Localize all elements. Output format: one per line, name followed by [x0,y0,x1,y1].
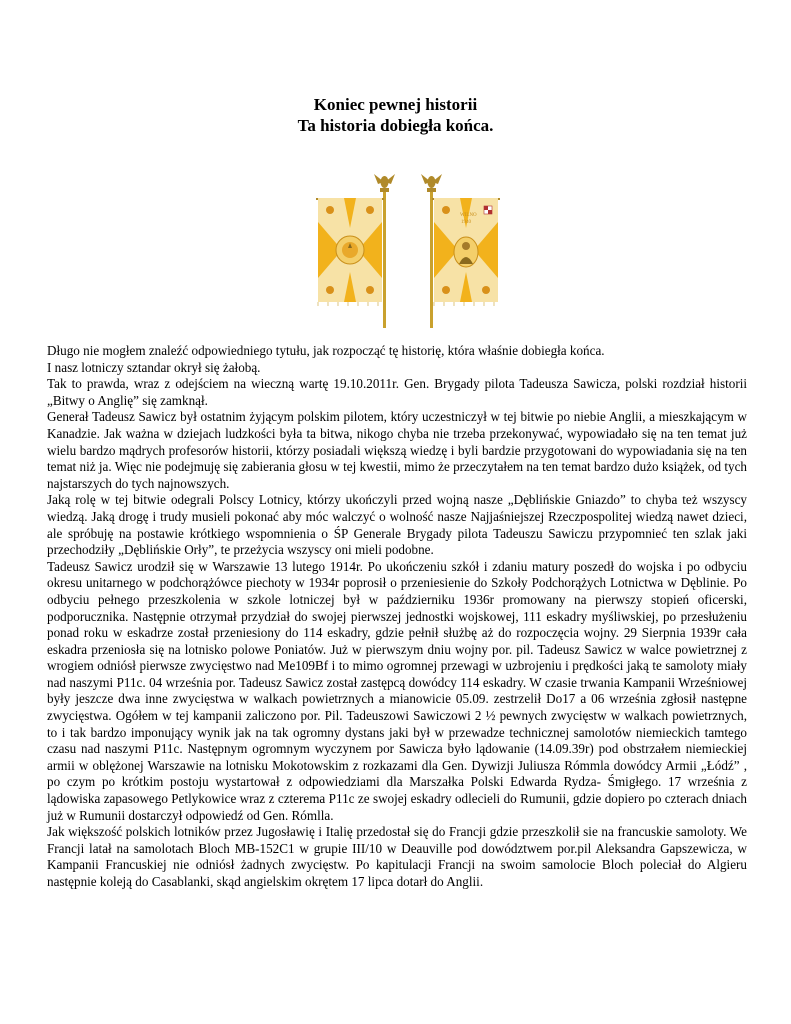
flag-back-text-2: 1940 [461,220,471,225]
flags-illustration [308,170,508,328]
flag-back-text-1: WILNO [460,213,477,218]
title-line-1: Koniec pewnej historii [313,95,478,114]
paragraph: Jaką rolę w tej bitwie odegrali Polscy Lotnicy, którzy ukończyli przed wojną nasze „Dęblińskie Gniazdo” to chyba też wszyscy wiedzą. Jaką drogę i trudy musieli pokonać aby móc walczyć o wolność nasze Najjaśniejszej Rzeczpospolitej wiedzą nawet dzieci, ale spróbuję na postawie krótkiego wspomnienia o ŚP Generale Brygady pilota Tadeuszu Sawiczu przypomnieć ten szlak jaki przechodziły „Dęblińskie Orły”, te przeżycia wszyscy oni mieli podobne. [47,492,747,558]
paragraph: Tak to prawda, wraz z odejściem na wieczną wartę 19.10.2011r. Gen. Brygady pilota Tadeusza Sawicza, polski rozdział historii „Bitwy o Anglię” się zamknął. [47,376,747,408]
banner-image [308,170,508,328]
paragraph: Jak większość polskich lotników przez Jugosławię i Italię przedostał się do Francji gdzie przeszkolił sie na francuskie samoloty. We Francji latał na samolotach Bloch MB-152C1 w grupie III/10 w Deauville pod dowództwem por.pil Aleksandra Gapszewicza, w Kampanii Francuskiej nie odniósł żadnych zwycięstw. Po kapitulacji Francji na swoim samolocie Bloch poleciał do Algieru następnie koleją do Casablanki, skąd angielskim okrętem 17 lipca dotarł do Anglii. [47,824,747,889]
paragraph: Generał Tadeusz Sawicz był ostatnim żyjącym polskim pilotem, który uczestniczył w tej bitwie po niebie Anglii, a mieszkającym w Kanadzie. Jak ważna w dziejach ludzkości była ta bitwa, nikogo chyba nie trzeba przekonywać, wypowiadało się na ten temat już wielu bardzo mądrych profesorów historii, którzy posiadali większą wiedzę i byli bardzie przygotowani do wypowiadania się na ten temat niż ja. Więc nie podejmuję się zabierania głosu w tej kwestii, mimo że przeczytałem na ten temat bardzo dużo książek, od tych najstarszych do tych najnowszych. [47,409,747,491]
flag-front [316,174,395,328]
flag-back [421,174,500,328]
title-line-2: Ta historia dobiegła końca. [297,116,494,135]
article-body [47,343,747,891]
page-title [0,94,791,136]
paragraph: Tadeusz Sawicz urodził się w Warszawie 13 lutego 1914r. Po ukończeniu szkół i zdaniu matury poszedł do wojska i po odbyciu okresu unitarnego w podchorążówce piechoty w 1934r poprosił o przeniesienie do Szkoły Podchorążych Lotnictwa w Dęblinie. Po odbyciu pełnego przeszkolenia w szkole lotniczej był w październiku 1936r promowany na pierwszy stopień oficerski, podporucznika. Następnie otrzymał przydział do swojej pierwszej jednostki wojskowej, 111 eskadry myśliwskiej, po przesłużeniu ponad roku w eskadrze został przeniesiony do 114 eskadry, gdzie pełnił służbę aż do rozpoczęcia wojny. 29 Sierpnia 1939r cała eskadra przeniosła się na lotnisko polowe Poniatów. Już w pierwszym dniu wojny por. pil. Tadeusz Sawicz w walce powietrznej z wrogiem odniósł pierwsze zwycięstwo nad Me109Bf i to mimo ogromnej przewagi w uzbrojeniu i prędkości jaką te samoloty miały nad naszymi P11c. 04 września por. Tadeusz Sawicz został zastępcą dowódcy 114 eskadry. W czasie trwania Kampanii Wrześniowej były jeszcze dwa inne zwycięstwa w walkach powietrznych a mianowicie 05.09. zestrzelił Do17 a 06 września zgłosił następne zwycięstwa. Ogółem w tej kampanii zaliczono por. Pil. Tadeuszowi Sawiczowi 2 ½ pewnych zwycięstw w walkach powietrznych, to i tak bardzo imponujący wynik jak na tak ogromny dystans jaki był w przewadze technicznej samolotów niemieckich tamtego czasu nad naszymi P11c. Następnym ogromnym wyczynem por Sawicza było lądowanie (14.09.39r) pod obstrzałem niemieckiej armii w oblężonej Warszawie na lotnisku Mokotowskim z rozkazami dla Gen. Dywizji Juliusza Rómmla dowódcy Armii „Łódź” , po czym po krótkim postoju wystartował z odpowiedziami dla Marszałka Polski Edwarda Rydza- Śmigłego. 17 września z lądowiska zapasowego Petlykowice wraz z czterema P11c ze swojej eskadry odlecieli do Rumunii, gdzie dopiero po czterach dniach już w Rumunii dostarczył odpowiedź od Gen. Rómlla. [47,558,747,823]
paragraph: Długo nie mogłem znaleźć odpowiedniego tytułu, jak rozpocząć tę historię, która właśnie dobiegła końca. [47,343,605,358]
paragraph: I nasz lotniczy sztandar okrył się żałobą. [47,359,261,375]
